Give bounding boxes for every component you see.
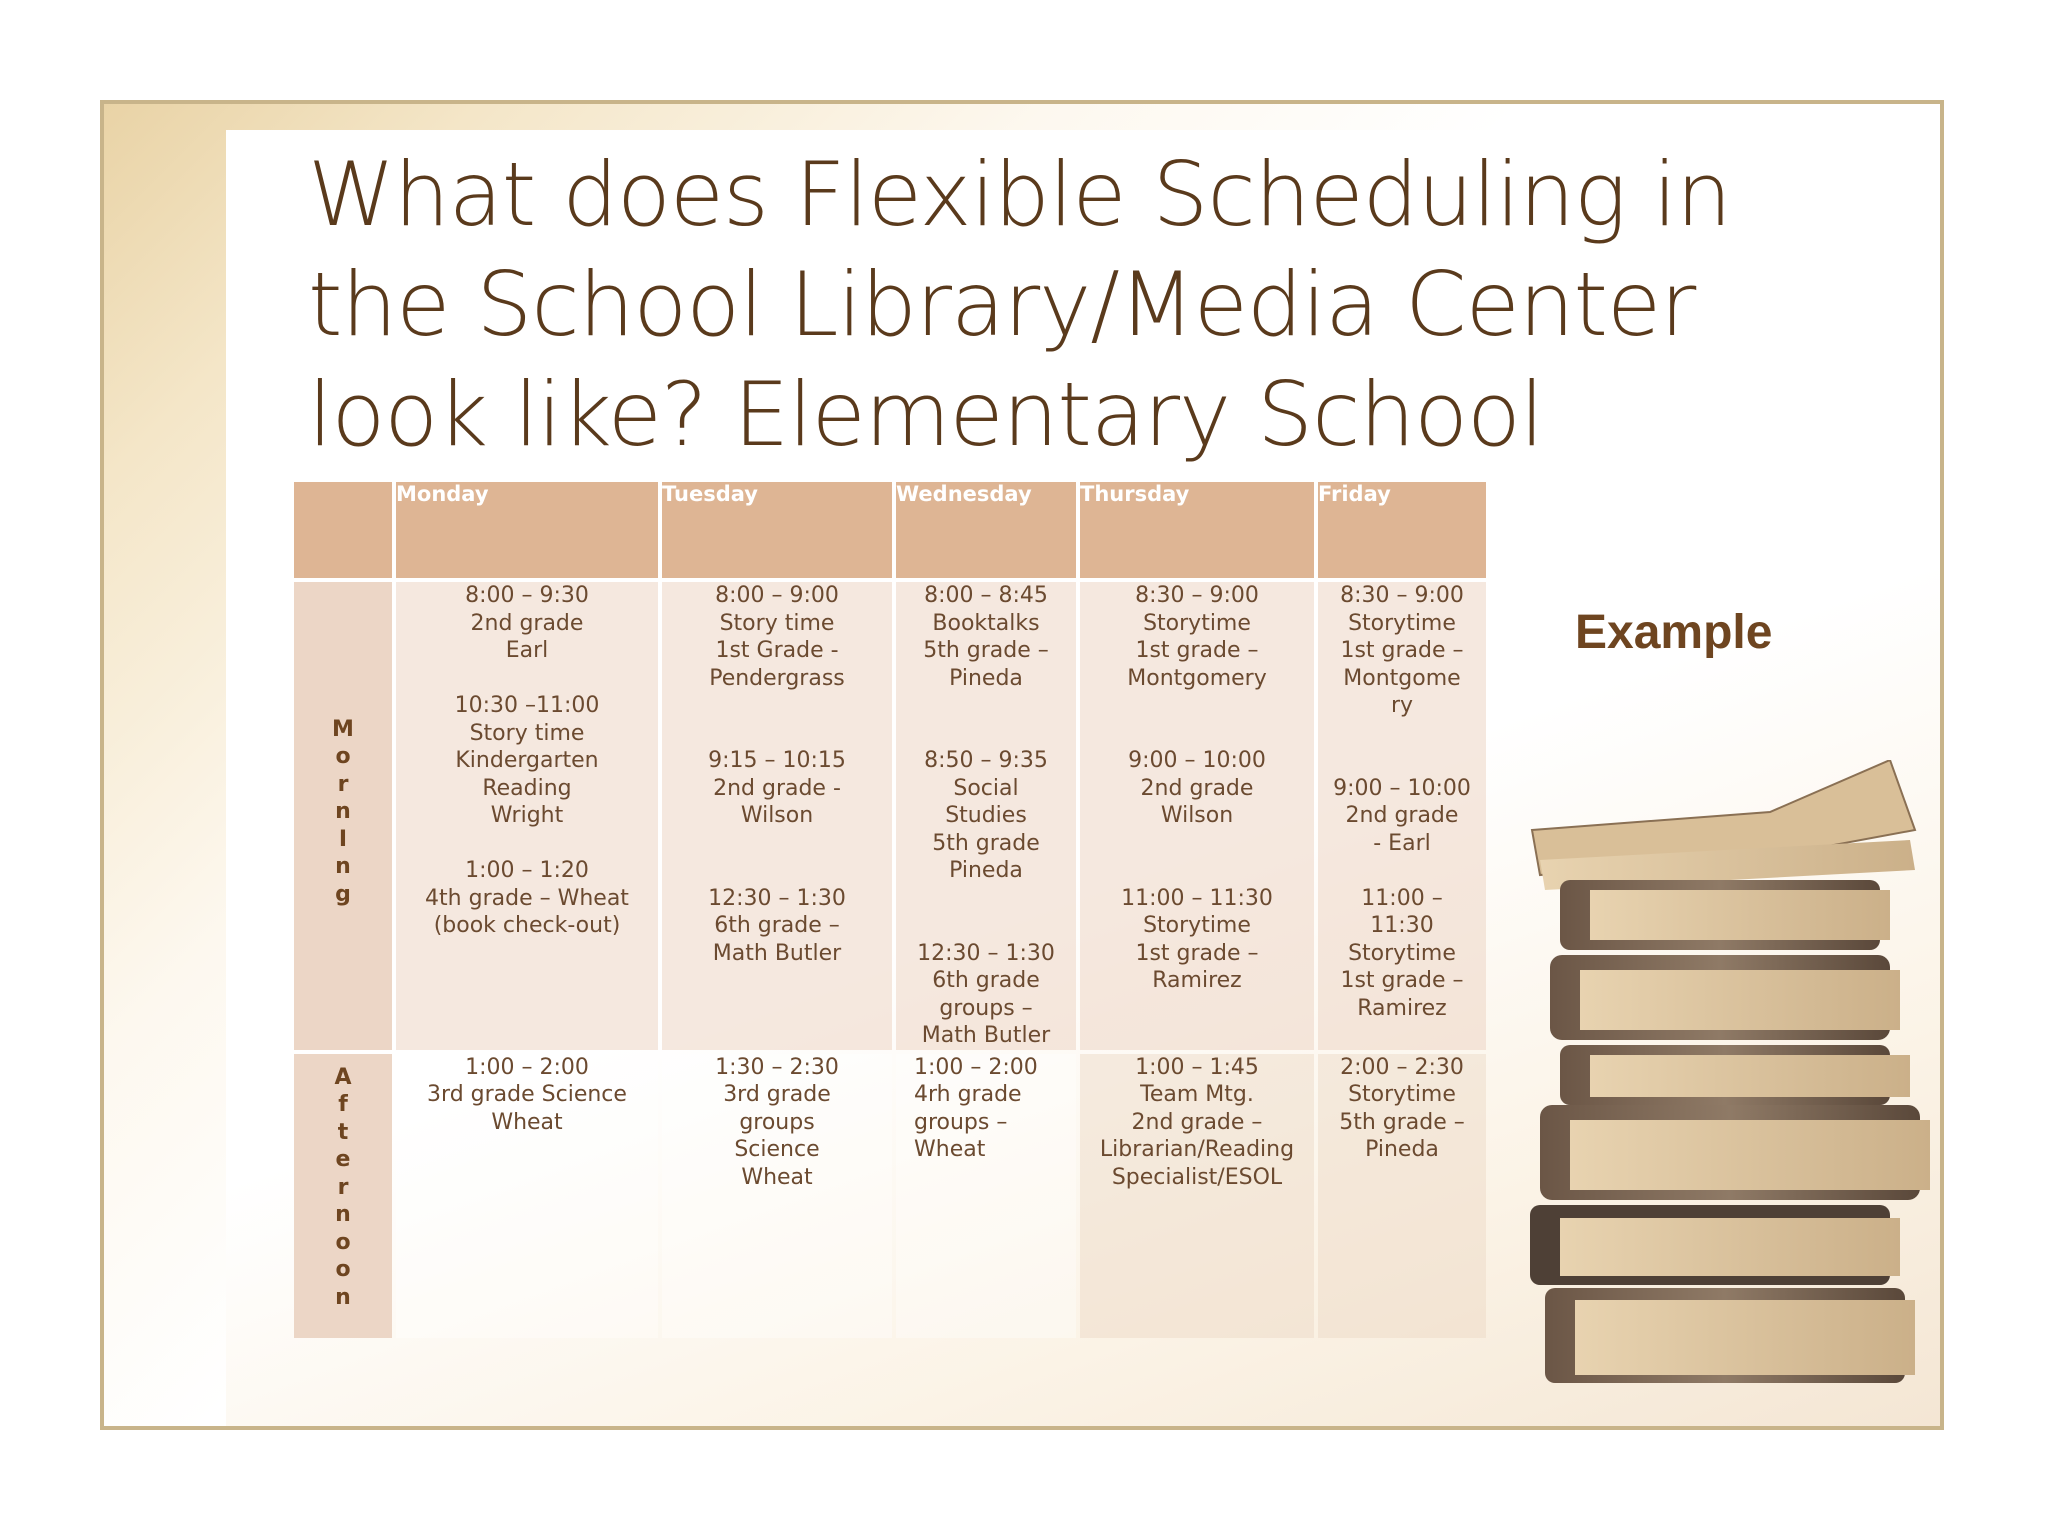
morning-monday: 8:00 – 9:30 2nd grade Earl 10:30 –11:00 Story time Kindergarten Reading Wright 1:00 – 1:20 4th grade – Wheat (book check-out) [396,582,658,1050]
day-header-tuesday: Tuesday [662,482,892,578]
title-line-2: the School Library/Media Center [308,253,1696,356]
afternoon-label-cell [294,1054,392,1338]
morning-friday: 8:30 – 9:00 Storytime 1st grade – Montgome ry 9:00 – 10:00 2nd grade - Earl 11:00 – 11:30 Storytime 1st grade – Ramirez [1318,582,1486,1050]
morning-wednesday: 8:00 – 8:45 Booktalks 5th grade – Pineda 8:50 – 9:35 Social Studies 5th grade Pineda 12:30 – 1:30 6th grade groups – Math Butler [896,582,1076,1050]
day-header-thursday: Thursday [1080,482,1314,578]
corner-cell [294,482,392,578]
afternoon-monday: 1:00 – 2:00 3rd grade Science Wheat [396,1054,658,1338]
stack-of-books-image [1520,760,1940,1400]
day-header-wednesday: Wednesday [896,482,1076,578]
slide-title [308,140,1808,470]
afternoon-wednesday: 1:00 – 2:00 4rh grade groups – Wheat [896,1054,1076,1338]
afternoon-thursday: 1:00 – 1:45 Team Mtg. 2nd grade – Librarian/Reading Specialist/ESOL [1080,1054,1314,1338]
header-row [294,482,1486,578]
morning-label: M o r n I n g [294,582,392,1042]
afternoon-friday: 2:00 – 2:30 Storytime 5th grade – Pineda [1318,1054,1486,1338]
day-header-friday: Friday [1318,482,1486,578]
day-header-monday: Monday [396,482,658,578]
morning-label-cell [294,582,392,1050]
afternoon-row [294,1054,1486,1338]
title-line-1: What does Flexible Scheduling in [308,143,1731,246]
afternoon-label: A f t e r n o o n [294,1054,392,1338]
schedule-table [290,478,1490,1342]
example-label: Example [1575,606,1773,659]
afternoon-tuesday: 1:30 – 2:30 3rd grade groups Science Wheat [662,1054,892,1338]
morning-thursday: 8:30 – 9:00 Storytime 1st grade – Montgomery 9:00 – 10:00 2nd grade Wilson 11:00 – 11:30 Storytime 1st grade – Ramirez [1080,582,1314,1050]
morning-tuesday: 8:00 – 9:00 Story time 1st Grade - Pendergrass 9:15 – 10:15 2nd grade - Wilson 12:30 – 1:30 6th grade – Math Butler [662,582,892,1050]
morning-row [294,582,1486,1050]
title-line-3: look like? Elementary School [308,363,1544,466]
